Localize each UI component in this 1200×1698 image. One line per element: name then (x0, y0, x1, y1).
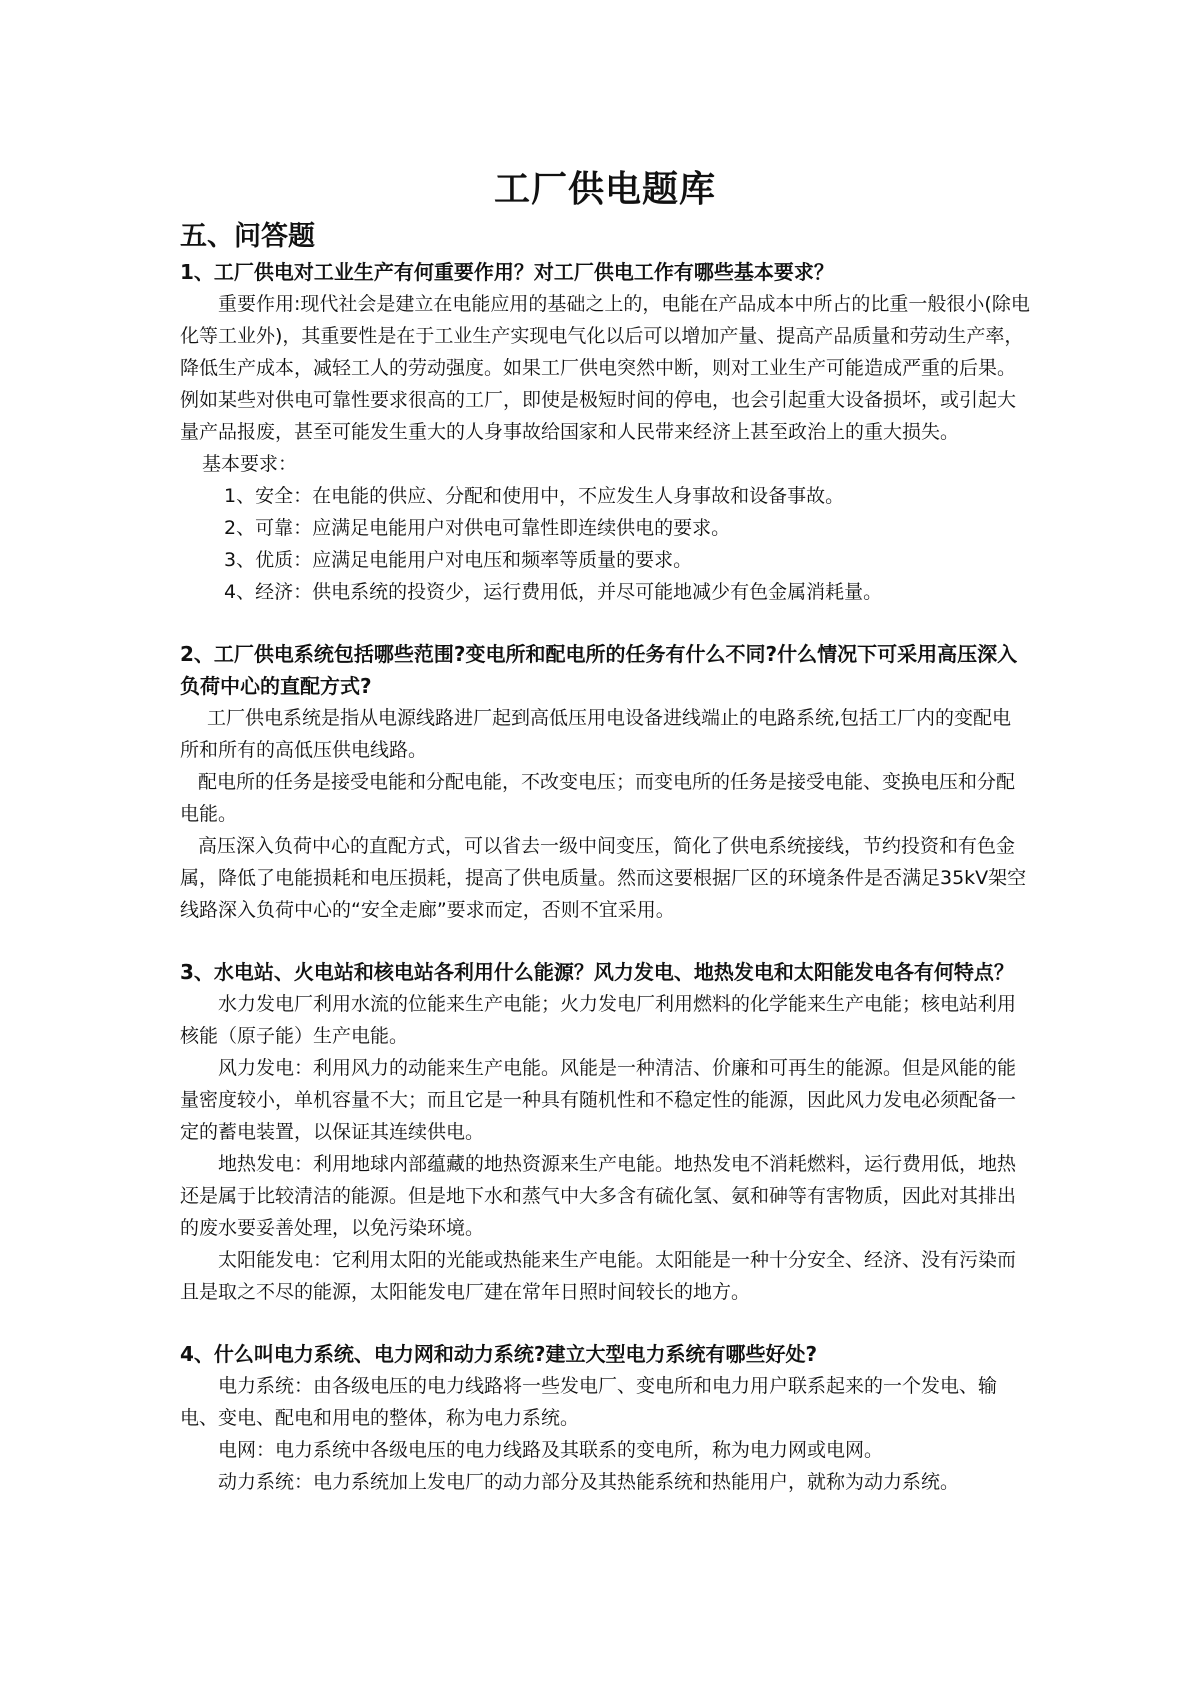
spacer (180, 608, 1030, 638)
question-1: 1、工厂供电对工业生产有何重要作用？对工厂供电工作有哪些基本要求？ (180, 260, 834, 284)
answer-1-requirements-title: 基本要求： (202, 453, 298, 475)
requirement-item: 4、经济：供电系统的投资少，运行费用低，并尽可能地减少有色金属消耗量。 (224, 581, 883, 603)
answer-4-paragraph: 电力系统：由各级电压的电力线路将一些发电厂、变电所和电力用户联系起来的一个发电、输电、变电、配电和用电的整体，称为电力系统。 (180, 1375, 998, 1429)
question-3: 3、水电站、火电站和核电站各利用什么能源？风力发电、地热发电和太阳能发电各有何特点？ (180, 960, 1014, 984)
document-content (180, 162, 1030, 1498)
question-4: 4、什么叫电力系统、电力网和动力系统?建立大型电力系统有哪些好处? (180, 1342, 818, 1366)
answer-2-paragraph: 工厂供电系统是指从电源线路进厂起到高低压用电设备进线端止的电路系统,包括工厂内的变配电所和所有的高低压供电线路。 (180, 707, 1012, 761)
requirement-item: 1、安全：在电能的供应、分配和使用中，不应发生人身事故和设备事故。 (224, 485, 845, 507)
answer-3-paragraph: 太阳能发电：它利用太阳的光能或热能来生产电能。太阳能是一种十分安全、经济、没有污染而且是取之不尽的能源，太阳能发电厂建在常年日照时间较长的地方。 (180, 1249, 1017, 1303)
spacer (180, 926, 1030, 956)
answer-3-paragraph: 地热发电：利用地球内部蕴藏的地热资源来生产电能。地热发电不消耗燃料，运行费用低，地热还是属于比较清洁的能源。但是地下水和蒸气中大多含有硫化氢、氨和砷等有害物质，因此对其排出的废水要妥善处理，以免污染环境。 (180, 1153, 1017, 1239)
answer-3-paragraph: 水力发电厂利用水流的位能来生产电能；火力发电厂利用燃料的化学能来生产电能；核电站利用核能（原子能）生产电能。 (180, 993, 1017, 1047)
answer-2-paragraph: 高压深入负荷中心的直配方式，可以省去一级中间变压，简化了供电系统接线，节约投资和有色金属，降低了电能损耗和电压损耗，提高了供电质量。然而这要根据厂区的环境条件是否满足35kV架空线路深入负荷中心的“安全走廊”要求而定，否则不宜采用。 (180, 835, 1027, 921)
document-title: 工厂供电题库 (493, 169, 716, 210)
answer-2-paragraph: 配电所的任务是接受电能和分配电能，不改变电压；而变电所的任务是接受电能、变换电压和分配电能。 (180, 771, 1016, 825)
answer-4-paragraph: 电网：电力系统中各级电压的电力线路及其联系的变电所，称为电力网或电网。 (218, 1439, 884, 1461)
spacer (180, 1308, 1030, 1338)
answer-1-importance: 重要作用:现代社会是建立在电能应用的基础之上的，电能在产品成本中所占的比重一般很小(除电化等工业外)，其重要性是在于工业生产实现电气化以后可以增加产量、提高产品质量和劳动生产率，降低生产成本，减轻工人的劳动强度。如果工厂供电突然中断，则对工业生产可能造成严重的后果。例如某些对供电可靠性要求很高的工厂，即使是极短时间的停电，也会引起重大设备损坏，或引起大量产品报废，甚至可能发生重大的人身事故给国家和人民带来经济上甚至政治上的重大损失。 (180, 293, 1030, 443)
requirement-item: 2、可靠：应满足电能用户对供电可靠性即连续供电的要求。 (224, 517, 731, 539)
section-title: 五、问答题 (180, 221, 315, 252)
answer-3-paragraph: 风力发电：利用风力的动能来生产电能。风能是一种清洁、价廉和可再生的能源。但是风能的能量密度较小，单机容量不大；而且它是一种具有随机性和不稳定性的能源，因此风力发电必须配备一定的蓄电装置，以保证其连续供电。 (180, 1057, 1017, 1143)
question-2: 2、工厂供电系统包括哪些范围?变电所和配电所的任务有什么不同?什么情况下可采用高压深入负荷中心的直配方式? (180, 642, 1018, 698)
requirement-item: 3、优质：应满足电能用户对电压和频率等质量的要求。 (224, 549, 693, 571)
answer-4-paragraph: 动力系统：电力系统加上发电厂的动力部分及其热能系统和热能用户，就称为动力系统。 (218, 1471, 960, 1493)
